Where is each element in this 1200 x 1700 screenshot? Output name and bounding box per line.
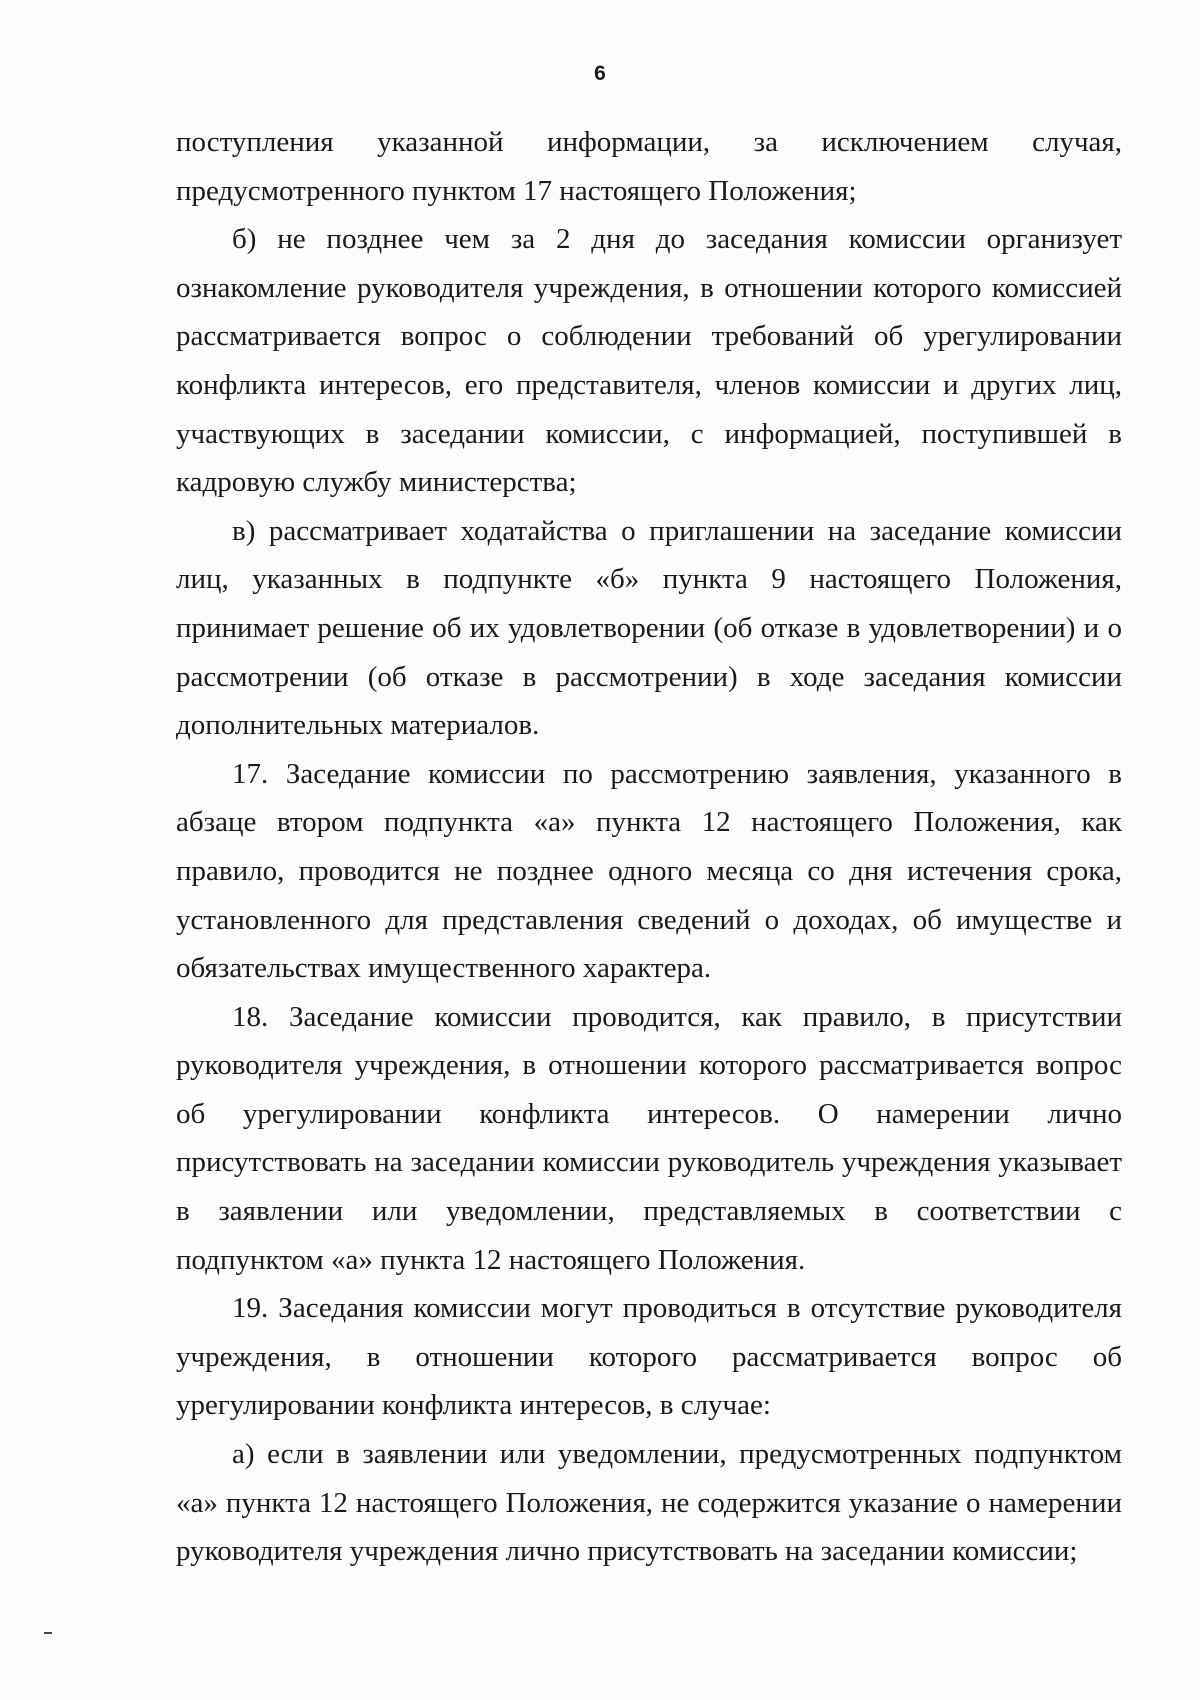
scan-artifact-mark [44,1632,52,1634]
paragraph-point-18: 18. Заседание комиссии проводится, как правило, в присутствии руководителя учреждения, в отношении которого рассматривается вопрос об урегулировании конфликта интересов. О намерении лично присутствовать на заседании комиссии руководитель учреждения указывает в заявлении или уведомлении, представляемых в соответствии с подпунктом «а» пункта 12 настоящего Положения. [176,1000,1122,1276]
page-number: 6 [594,62,606,85]
paragraph-point-17: 17. Заседание комиссии по рассмотрению заявления, указанного в абзаце втором подпункта «а» пункта 12 настоящего Положения, как правило, проводится не позднее одного месяца со дня истечения срока, установленного для представления сведений о доходах, об имуществе и обязательствах имущественного характера. [176,757,1122,985]
paragraph-point-19: 19. Заседания комиссии могут проводиться в отсутствие руководителя учреждения, в отношении которого рассматривается вопрос об урегулировании конфликта интересов, в случае: [176,1292,1122,1422]
document-body [176,118,1122,1576]
paragraph-subpoint-a: а) если в заявлении или уведомлении, предусмотренных подпунктом «а» пункта 12 настоящего Положения, не содержится указание о намерении руководителя учреждения лично присутствовать на заседании комиссии; [176,1438,1122,1568]
paragraph-continuation: поступления указанной информации, за исключением случая, предусмотренного пунктом 17 настоящего Положения; [176,126,1122,207]
paragraph-subpoint-b: б) не позднее чем за 2 дня до заседания комиссии организует ознакомление руководителя учреждения, в отношении которого комиссией рассматривается вопрос о соблюдении требований об урегулировании конфликта интересов, его представителя, членов комиссии и других лиц, участвующих в заседании комиссии, с информацией, поступившей в кадровую службу министерства; [176,223,1122,499]
paragraph-subpoint-v: в) рассматривает ходатайства о приглашении на заседание комиссии лиц, указанных в подпункте «б» пункта 9 настоящего Положения, принимает решение об их удовлетворении (об отказе в удовлетворении) и о рассмотрении (об отказе в рассмотрении) в ходе заседания комиссии дополнительных материалов. [176,514,1122,742]
